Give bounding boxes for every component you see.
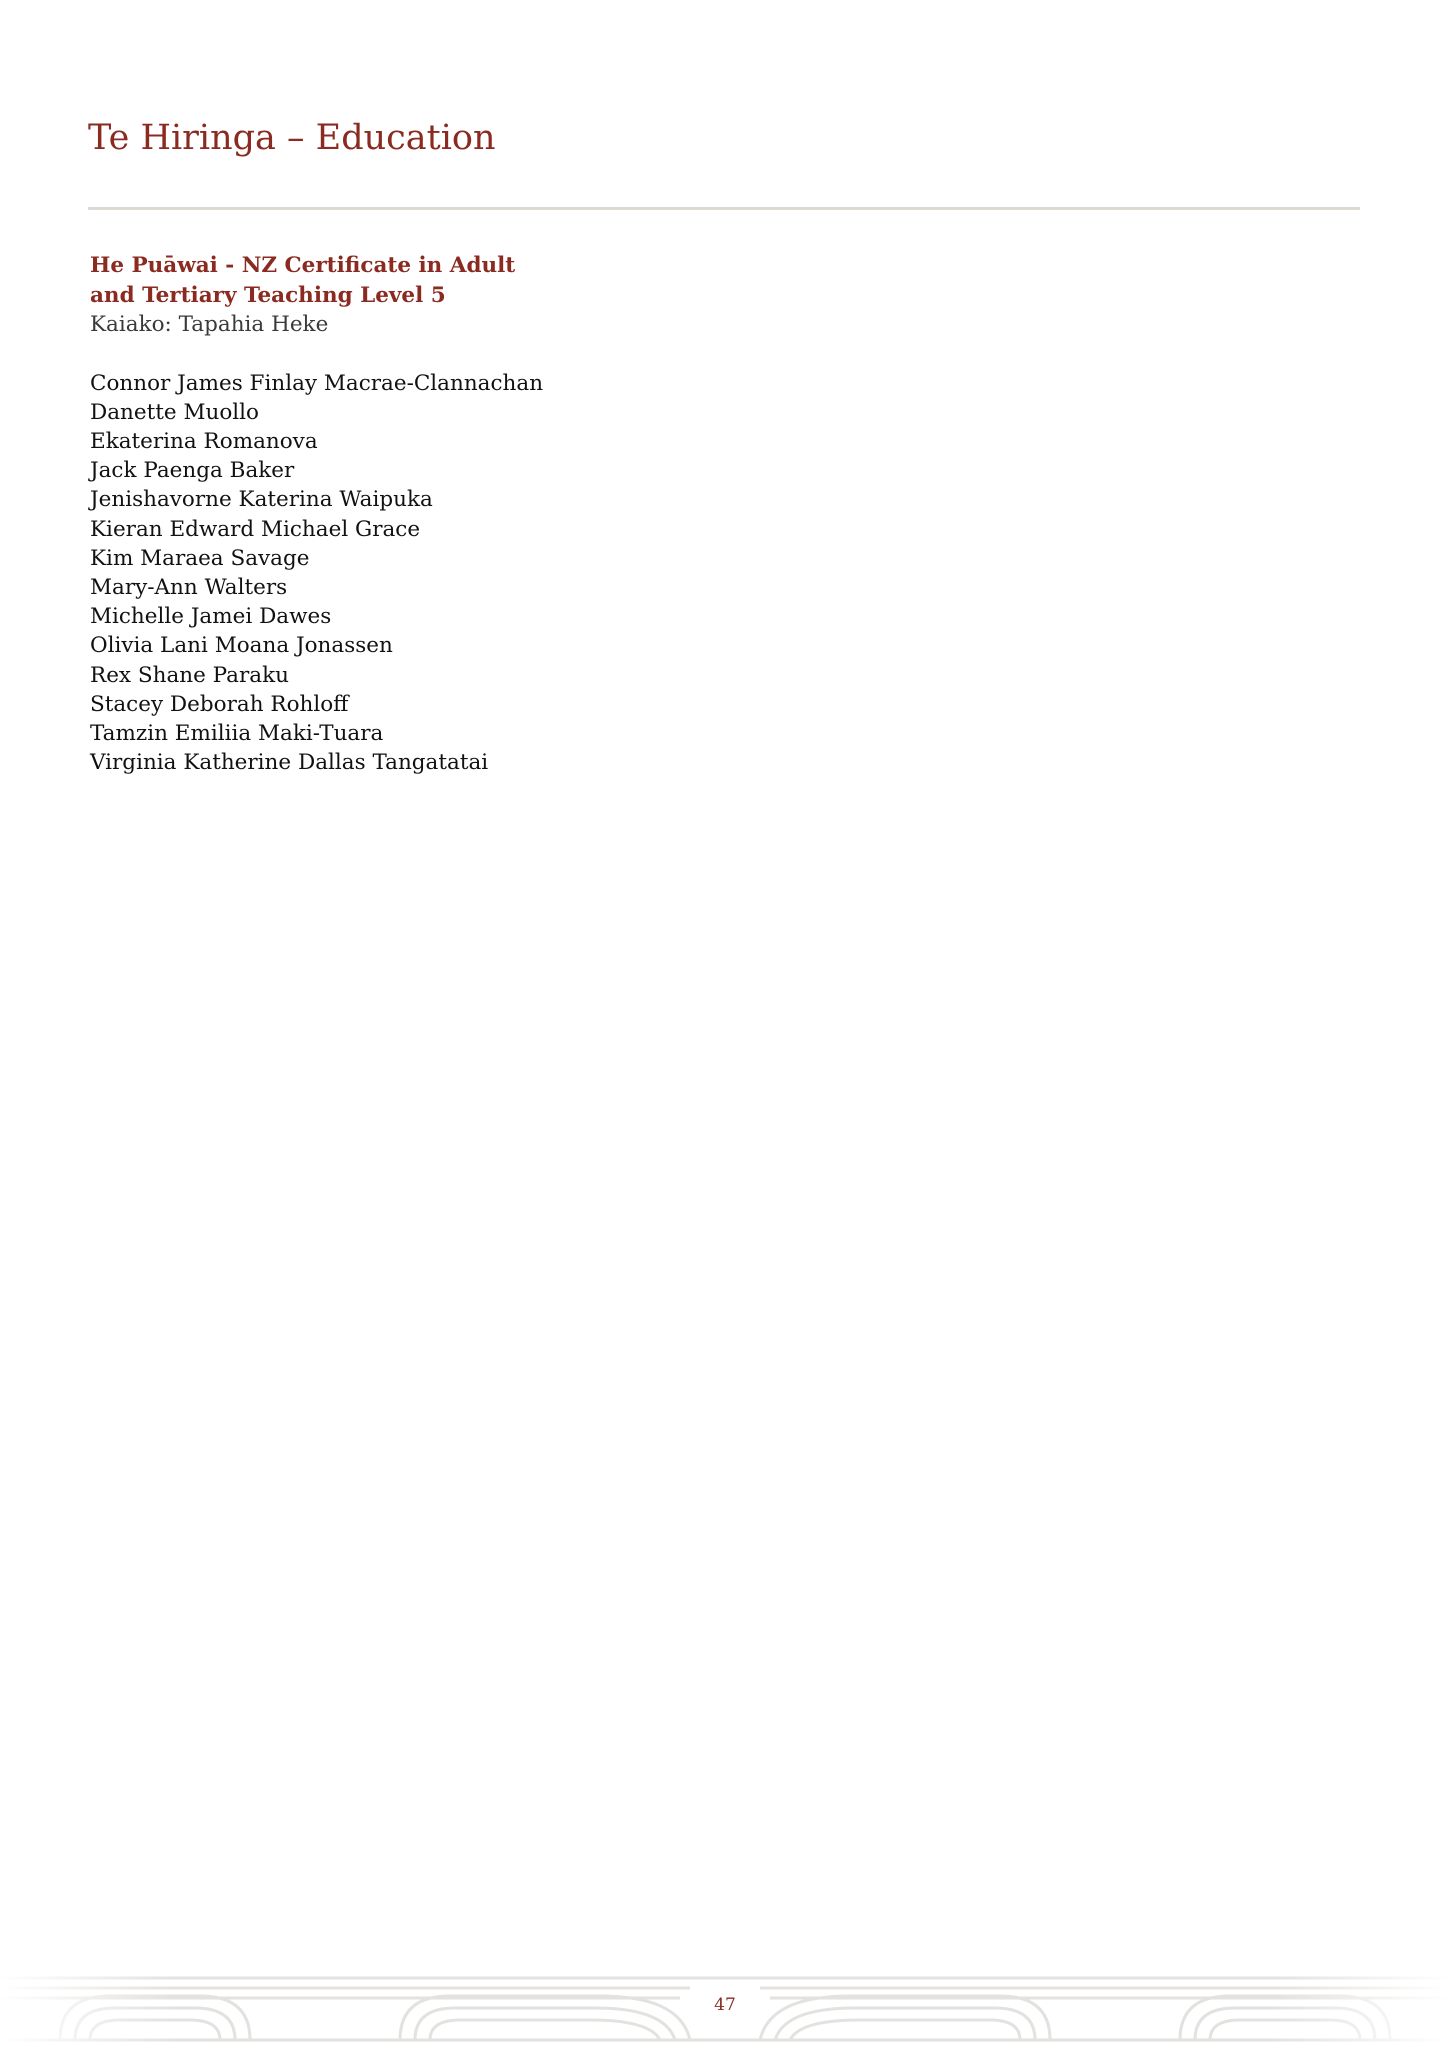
graduate-name: Danette Muollo xyxy=(90,399,259,425)
course-heading-line: He Puāwai - NZ Certificate in Adult xyxy=(90,253,516,278)
page-title: Te Hiringa – Education xyxy=(88,118,496,158)
graduate-name: Stacey Deborah Rohloff xyxy=(90,691,349,717)
graduate-name: Ekaterina Romanova xyxy=(90,428,318,454)
course-heading-line: and Tertiary Teaching Level 5 xyxy=(90,282,446,308)
graduate-list xyxy=(90,369,850,778)
graduate-name: Michelle Jamei Dawes xyxy=(90,604,332,630)
graduate-name: Tamzin Emiliia Maki-Tuara xyxy=(90,720,384,746)
graduate-name: Rex Shane Paraku xyxy=(90,662,289,688)
graduate-name: Mary-Ann Walters xyxy=(90,574,288,600)
graduate-name: Jack Paenga Baker xyxy=(90,458,295,484)
graduate-name: Virginia Katherine Dallas Tangatatai xyxy=(90,750,489,776)
page-number: 47 xyxy=(714,1995,736,2015)
tutor-line: Kaiako: Tapahia Heke xyxy=(90,312,329,337)
header-divider xyxy=(88,207,1360,210)
course-heading xyxy=(90,251,850,310)
course-section xyxy=(90,251,850,777)
graduate-name: Jenishavorne Katerina Waipuka xyxy=(90,487,433,513)
graduate-name: Kieran Edward Michael Grace xyxy=(90,516,421,542)
graduate-name: Connor James Finlay Macrae-Clannachan xyxy=(90,370,544,396)
graduate-name: Olivia Lani Moana Jonassen xyxy=(90,633,393,659)
graduate-name: Kim Maraea Savage xyxy=(90,545,310,571)
